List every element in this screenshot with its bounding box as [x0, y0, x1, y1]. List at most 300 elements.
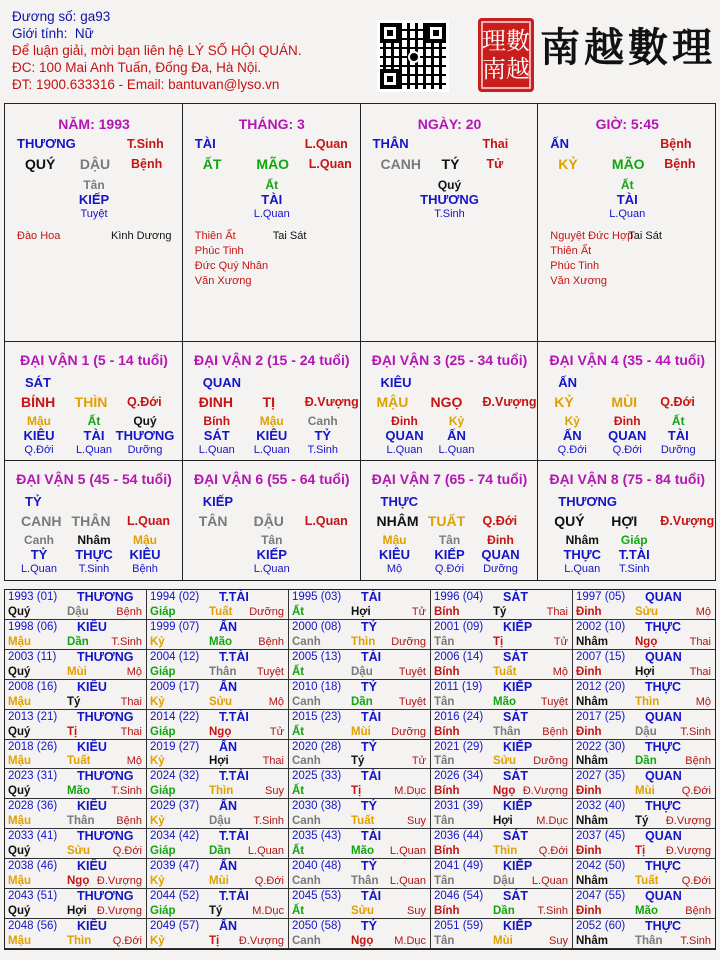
year-label: 2033 (41): [8, 830, 58, 843]
year-cell[interactable]: [5, 859, 147, 889]
pillar-stem: ẤT: [202, 156, 222, 172]
year-label: 2045 (53): [292, 890, 342, 903]
dai-van-hidden-stage: Dưỡng: [483, 563, 518, 575]
pillar-cell[interactable]: [5, 104, 183, 341]
year-cell[interactable]: [147, 740, 289, 770]
pillar-star: TÀI: [194, 136, 216, 151]
year-label: 2013 (21): [8, 710, 58, 723]
shensha-star: Đức Quý Nhân: [194, 260, 269, 272]
year-cell[interactable]: [431, 859, 573, 889]
year-cell[interactable]: [147, 919, 289, 949]
year-cell[interactable]: [147, 680, 289, 710]
year-stem: Bính: [434, 605, 460, 618]
year-cell[interactable]: [431, 919, 573, 949]
year-branch: Mão: [67, 785, 90, 798]
pillar-branch: DẬU: [79, 156, 111, 172]
year-stem: Ất: [292, 845, 305, 858]
year-branch: Tị: [493, 635, 504, 648]
dai-van-hidden-star: KIẾP: [434, 547, 465, 562]
dai-van-branch: HỢI: [611, 513, 638, 529]
year-star: KIẾP: [503, 799, 533, 814]
year-stem: Mậu: [8, 875, 31, 888]
dai-van-hidden-stage: Q.Đới: [557, 444, 587, 456]
year-cell[interactable]: [573, 889, 715, 919]
year-star: KIÊU: [77, 619, 107, 634]
year-cell[interactable]: [5, 919, 147, 949]
year-cell[interactable]: [431, 889, 573, 919]
year-branch: Tị: [67, 725, 78, 738]
year-star: QUAN: [645, 649, 682, 664]
year-label: 2000 (08): [292, 620, 342, 633]
year-label: 1994 (02): [150, 591, 200, 603]
year-cell[interactable]: [5, 620, 147, 650]
year-cell[interactable]: [5, 680, 147, 710]
brand-title: 南越數理: [540, 24, 716, 71]
year-branch: Mão: [209, 635, 232, 648]
year-branch: Sửu: [493, 755, 517, 768]
year-cell[interactable]: [147, 710, 289, 740]
year-star: KIẾP: [503, 859, 533, 874]
dai-van-hidden-stem: Ất: [671, 414, 685, 428]
year-star: THỰC: [645, 619, 682, 634]
year-stage: Tuyệt: [540, 695, 568, 708]
year-stem: Quý: [8, 725, 31, 738]
year-stem: Quý: [8, 605, 31, 618]
year-cell[interactable]: [573, 799, 715, 829]
year-cell[interactable]: [431, 680, 573, 710]
year-stem: Kỷ: [150, 635, 165, 648]
year-cell[interactable]: [573, 680, 715, 710]
year-star: T.TÀI: [219, 829, 249, 844]
dai-van-hidden-stem: Quý: [133, 414, 157, 428]
year-cell[interactable]: [5, 650, 147, 680]
year-stem: Canh: [292, 934, 321, 947]
year-stem: Đinh: [576, 845, 602, 858]
dai-van-hidden-stage: T.Sinh: [78, 563, 110, 575]
year-cell[interactable]: [573, 829, 715, 859]
year-stage: Thai: [120, 695, 142, 708]
year-branch: Dậu: [635, 725, 657, 738]
dai-van-hidden-stage: Mộ: [386, 563, 403, 575]
year-stage: Q.Đới: [112, 934, 142, 947]
pillar-title: NĂM: 1993: [58, 116, 130, 132]
year-star: QUAN: [645, 709, 682, 724]
dai-van-branch: DẬU: [253, 513, 284, 529]
year-label: 2044 (52): [150, 890, 200, 903]
year-cell[interactable]: [431, 799, 573, 829]
dai-van-hidden-star: T.TÀI: [618, 547, 650, 562]
pillar-cell[interactable]: [183, 104, 361, 341]
year-branch: Tuất: [351, 815, 375, 828]
year-cell[interactable]: [289, 620, 431, 650]
year-branch: Tị: [209, 934, 220, 947]
year-label: 2026 (34): [434, 770, 484, 783]
pillar-stem: KỶ: [558, 156, 578, 172]
year-star: KIÊU: [77, 679, 107, 694]
dai-van-hidden-stem: Kỷ: [564, 414, 580, 428]
year-cell[interactable]: [573, 919, 715, 949]
year-cell[interactable]: [5, 740, 147, 770]
year-stage: Tử: [411, 755, 426, 768]
dai-van-hidden-stage: Q.Đới: [434, 563, 465, 575]
year-star: ẤN: [219, 799, 238, 814]
year-stem: Nhâm: [576, 815, 608, 828]
year-cell[interactable]: [5, 799, 147, 829]
dai-van-hidden-stem: Đinh: [487, 533, 514, 547]
dai-van-hidden-star: QUAN: [481, 547, 520, 562]
year-cell[interactable]: [289, 829, 431, 859]
year-star: ẤN: [219, 919, 238, 934]
year-branch: Tị: [635, 845, 646, 858]
year-star: TÀI: [361, 889, 382, 904]
year-branch: Thìn: [351, 635, 376, 648]
year-stem: Bính: [434, 665, 460, 678]
year-cell[interactable]: [431, 740, 573, 770]
dai-van-star: THỰC: [380, 494, 419, 509]
year-cell[interactable]: [289, 740, 431, 770]
year-stem: Nhâm: [576, 755, 608, 768]
dai-van-hidden-stem: Mậu: [133, 533, 157, 547]
year-star: TỶ: [361, 799, 377, 814]
dai-van-hidden-stage: Dưỡng: [127, 444, 163, 456]
year-cell[interactable]: [573, 769, 715, 799]
year-label: 2023 (31): [8, 770, 58, 783]
hidden-stem: Quý: [437, 178, 462, 192]
year-cell[interactable]: [147, 859, 289, 889]
year-label: 2034 (42): [150, 830, 200, 843]
shensha-star: Thiên Ất: [550, 245, 592, 257]
year-stage: T.Sinh: [111, 635, 142, 648]
dai-van-stage: Q.Đới: [127, 395, 162, 409]
year-branch: Hợi: [351, 605, 371, 618]
pillar-star: THÂN: [372, 136, 409, 151]
year-stage: Thai: [689, 635, 711, 648]
dai-van-cell[interactable]: [5, 461, 183, 580]
year-cell[interactable]: [289, 710, 431, 740]
year-stem: Ất: [292, 785, 305, 798]
dai-van-stage: L.Quan: [304, 514, 348, 528]
dai-van-hidden-stage: T.Sinh: [307, 444, 339, 456]
year-label: 2019 (27): [150, 740, 200, 753]
year-branch: Dậu: [67, 605, 89, 618]
dai-van-branch: THÌN: [74, 394, 108, 410]
dai-van-branch: TUẤT: [427, 513, 466, 529]
year-stage: Tuyệt: [398, 665, 426, 678]
year-stem: Giáp: [150, 905, 176, 918]
year-cell[interactable]: [5, 889, 147, 919]
dai-van-title: ĐẠI VẬN 1 (5 - 14 tuổi): [20, 352, 168, 368]
pillar-stage-2: Tử: [486, 157, 504, 171]
pillar-cell[interactable]: [538, 104, 715, 341]
year-stem: Kỷ: [150, 875, 165, 888]
hidden-stage: T.Sinh: [434, 208, 465, 220]
hidden-star: TÀI: [616, 192, 638, 207]
hidden-star: KIẾP: [78, 192, 110, 207]
year-stem: Đinh: [576, 785, 602, 798]
year-star: KIẾP: [503, 679, 533, 694]
dai-van-hidden-star: SÁT: [203, 428, 230, 443]
year-stage: Suy: [407, 905, 426, 918]
year-label: 2024 (32): [150, 770, 200, 783]
year-cell[interactable]: [5, 710, 147, 740]
dai-van-hidden-stage: Q.Đới: [24, 444, 54, 456]
year-stage: Mộ: [552, 665, 568, 678]
year-branch: Mùi: [635, 785, 655, 798]
year-label: 1995 (03): [292, 591, 342, 603]
year-label: 2039 (47): [150, 860, 200, 873]
year-star: KIẾP: [503, 739, 533, 754]
year-stem: Đinh: [576, 905, 602, 918]
year-branch: Mùi: [351, 725, 371, 738]
dai-van-cell[interactable]: [183, 461, 361, 580]
pillar-stage-2: L.Quan: [308, 157, 352, 171]
year-stem: Đinh: [576, 665, 602, 678]
year-label: 2010 (18): [292, 680, 342, 693]
phone-email-line: ĐT: 1900.633316 - Email: bantuvan@lyso.vn: [12, 77, 280, 92]
year-stem: Kỷ: [150, 755, 165, 768]
year-label: 2011 (19): [434, 680, 483, 693]
year-star: T.TÀI: [219, 590, 249, 604]
dai-van-hidden-star: KIÊU: [256, 428, 288, 443]
dai-van-cell[interactable]: [538, 342, 715, 460]
dai-van-hidden-stem: Đinh: [391, 414, 418, 428]
dai-van-cell[interactable]: [361, 461, 539, 580]
year-cell[interactable]: [573, 620, 715, 650]
year-label: 2004 (12): [150, 650, 200, 663]
year-label: 2052 (60): [576, 920, 626, 933]
hidden-stem: Ất: [620, 178, 634, 192]
year-label: 2009 (17): [150, 680, 200, 693]
year-star: KIÊU: [77, 919, 107, 934]
year-branch: Tuất: [67, 755, 91, 768]
year-label: 2046 (54): [434, 890, 484, 903]
year-cell[interactable]: [573, 740, 715, 770]
year-label: 2001 (09): [434, 620, 484, 633]
shensha-star: Tai Sát: [272, 230, 307, 242]
shensha-star: Thiên Ất: [194, 230, 236, 242]
dai-van-branch: MÙI: [611, 394, 638, 410]
year-star: THƯƠNG: [77, 769, 134, 784]
year-cell[interactable]: [147, 799, 289, 829]
year-stage: Bệnh: [258, 635, 284, 648]
dai-van-star: ẤN: [558, 375, 578, 390]
year-stem: Kỷ: [150, 815, 165, 828]
year-branch: Dần: [67, 635, 89, 648]
year-branch: Tuất: [493, 665, 517, 678]
year-label: 2008 (16): [8, 680, 58, 693]
dai-van-hidden-star: THỰC: [563, 547, 602, 562]
dai-van-hidden-star: TÀI: [83, 428, 105, 443]
year-stage: Thai: [546, 605, 568, 618]
shensha-star: Kình Dương: [111, 230, 172, 242]
year-stage: L.Quan: [389, 875, 426, 888]
year-stem: Tân: [434, 875, 455, 888]
dai-van-hidden-star: THƯƠNG: [115, 428, 175, 443]
year-cell[interactable]: [431, 650, 573, 680]
year-label: 2005 (13): [292, 650, 342, 663]
dai-van-hidden-stem: Kỷ: [448, 414, 465, 428]
year-label: 2006 (14): [434, 650, 484, 663]
dai-van-hidden-stem: Mậu: [382, 533, 407, 547]
year-label: 2028 (36): [8, 800, 58, 813]
year-cell[interactable]: [431, 620, 573, 650]
year-star: TỶ: [361, 739, 377, 754]
year-stem: Nhâm: [576, 635, 608, 648]
pillar-title: GIỜ: 5:45: [595, 116, 659, 132]
dai-van-hidden-star: TÀI: [667, 428, 689, 443]
year-stem: Đinh: [576, 725, 602, 738]
year-stem: Tân: [434, 934, 455, 947]
year-cell[interactable]: [289, 650, 431, 680]
hidden-star: THƯƠNG: [420, 192, 479, 207]
year-star: THƯƠNG: [77, 829, 134, 844]
dai-van-hidden-star: KIẾP: [256, 547, 287, 562]
year-stage: M.Dục: [252, 905, 284, 918]
year-label: 2032 (40): [576, 800, 626, 813]
year-cell[interactable]: [147, 769, 289, 799]
year-branch: Mão: [493, 695, 516, 708]
year-label: 2031 (39): [434, 800, 484, 813]
year-cell[interactable]: [289, 769, 431, 799]
year-stage: Đ.Vượng: [665, 845, 711, 858]
year-label: 2012 (20): [576, 680, 626, 693]
year-branch: Ngọ: [209, 725, 232, 738]
year-label: 2037 (45): [576, 830, 626, 843]
pillar-stage-2: Bệnh: [664, 157, 696, 171]
year-cell[interactable]: [289, 889, 431, 919]
dai-van-stage: Q.Đới: [482, 514, 518, 528]
year-cell[interactable]: [289, 859, 431, 889]
year-stem: Nhâm: [576, 875, 608, 888]
year-branch: Tị: [351, 785, 362, 798]
year-star: QUAN: [645, 590, 682, 604]
year-branch: Tý: [209, 905, 223, 918]
year-label: 2047 (55): [576, 890, 626, 903]
year-stage: Bệnh: [116, 605, 142, 618]
year-stage: Q.Đới: [681, 875, 711, 888]
year-stage: Tử: [269, 725, 284, 738]
year-stem: Kỷ: [150, 934, 165, 947]
dai-van-cell[interactable]: [538, 461, 715, 580]
shensha-star: Phúc Tinh: [194, 245, 244, 257]
year-cell[interactable]: [431, 829, 573, 859]
year-stem: Giáp: [150, 785, 176, 798]
dai-van-star: KIẾP: [202, 494, 234, 509]
year-stem: Bính: [434, 785, 460, 798]
year-cell[interactable]: [289, 590, 431, 620]
dai-van-stem: QUÝ: [554, 513, 585, 529]
shensha-star: Nguyệt Đức Hợp: [550, 230, 634, 242]
year-star: SÁT: [503, 769, 528, 784]
dai-van-cell[interactable]: [361, 342, 539, 460]
year-branch: Dần: [493, 905, 515, 918]
year-cell[interactable]: [573, 710, 715, 740]
year-star: KIÊU: [77, 739, 107, 754]
year-stage: Q.Đới: [538, 845, 568, 858]
year-star: KIÊU: [77, 799, 107, 814]
year-cell[interactable]: [5, 829, 147, 859]
pillar-title: THÁNG: 3: [238, 116, 305, 132]
year-stage: Thai: [689, 665, 711, 678]
year-stage: Tử: [553, 635, 568, 648]
year-cell[interactable]: [431, 590, 573, 620]
year-cell[interactable]: [573, 590, 715, 620]
year-stem: Mậu: [8, 934, 31, 947]
dai-van-hidden-stem: Giáp: [620, 533, 648, 547]
year-stem: Ất: [292, 725, 305, 738]
year-label: 2021 (29): [434, 740, 484, 753]
year-cell[interactable]: [147, 829, 289, 859]
year-star: T.TÀI: [219, 889, 249, 904]
dai-van-cell[interactable]: [5, 342, 183, 460]
year-branch: Sửu: [209, 695, 233, 708]
year-star: SÁT: [503, 649, 528, 664]
year-star: TỶ: [361, 919, 377, 934]
dai-van-branch: TỊ: [262, 394, 275, 410]
year-cell[interactable]: [289, 799, 431, 829]
pillar-stem: QUÝ: [25, 156, 56, 172]
dai-van-cell[interactable]: [183, 342, 361, 460]
year-cell[interactable]: [289, 680, 431, 710]
year-stem: Quý: [8, 665, 31, 678]
year-cell[interactable]: [147, 889, 289, 919]
year-stage: L.Quan: [531, 875, 568, 888]
year-stage: Đ.Vượng: [96, 875, 142, 888]
dai-van-hidden-stem: Tân: [438, 533, 461, 547]
qr-code-icon[interactable]: [377, 20, 449, 92]
year-stem: Ất: [292, 605, 305, 618]
year-stage: Mộ: [126, 665, 142, 678]
year-branch: Thân: [493, 725, 521, 738]
year-label: 2015 (23): [292, 710, 342, 723]
year-cell[interactable]: [289, 919, 431, 949]
dai-van-title: ĐẠI VẬN 3 (25 - 34 tuổi): [371, 352, 528, 368]
year-stem: Quý: [8, 905, 31, 918]
pillar-cell[interactable]: [361, 104, 539, 341]
dai-van-hidden-star: QUAN: [385, 428, 424, 443]
year-branch: Sửu: [67, 845, 91, 858]
pillar-title: NGÀY: 20: [417, 116, 482, 132]
dai-van-title: ĐẠI VẬN 6 (55 - 64 tuổi): [193, 471, 350, 487]
year-cell[interactable]: [431, 710, 573, 740]
year-stage: M.Dục: [394, 785, 426, 798]
year-branch: Dần: [351, 695, 373, 708]
year-stem: Mậu: [8, 815, 31, 828]
year-cell[interactable]: [431, 769, 573, 799]
dai-van-stem: TÂN: [198, 513, 228, 529]
year-cell[interactable]: [573, 650, 715, 680]
year-stem: Canh: [292, 635, 321, 648]
shensha-star: Văn Xương: [194, 275, 252, 287]
year-branch: Tý: [635, 815, 649, 828]
year-branch: Mão: [635, 905, 658, 918]
year-cell[interactable]: [573, 859, 715, 889]
dai-van-hidden-stem: Ất: [87, 414, 101, 428]
year-star: T.TÀI: [219, 769, 249, 784]
year-cell[interactable]: [147, 650, 289, 680]
year-stem: Mậu: [8, 755, 31, 768]
year-star: TÀI: [361, 590, 382, 604]
dai-van-hidden-stem: Đinh: [613, 414, 641, 428]
dai-van-stem: NHÂM: [376, 513, 419, 529]
year-cell[interactable]: [147, 590, 289, 620]
year-cell[interactable]: [5, 769, 147, 799]
pillar-star: THƯƠNG: [17, 136, 76, 151]
year-cell[interactable]: [147, 620, 289, 650]
dai-van-stage: Đ.Vượng: [482, 395, 537, 409]
year-stage: Mộ: [695, 605, 711, 618]
year-cell[interactable]: [5, 590, 147, 620]
